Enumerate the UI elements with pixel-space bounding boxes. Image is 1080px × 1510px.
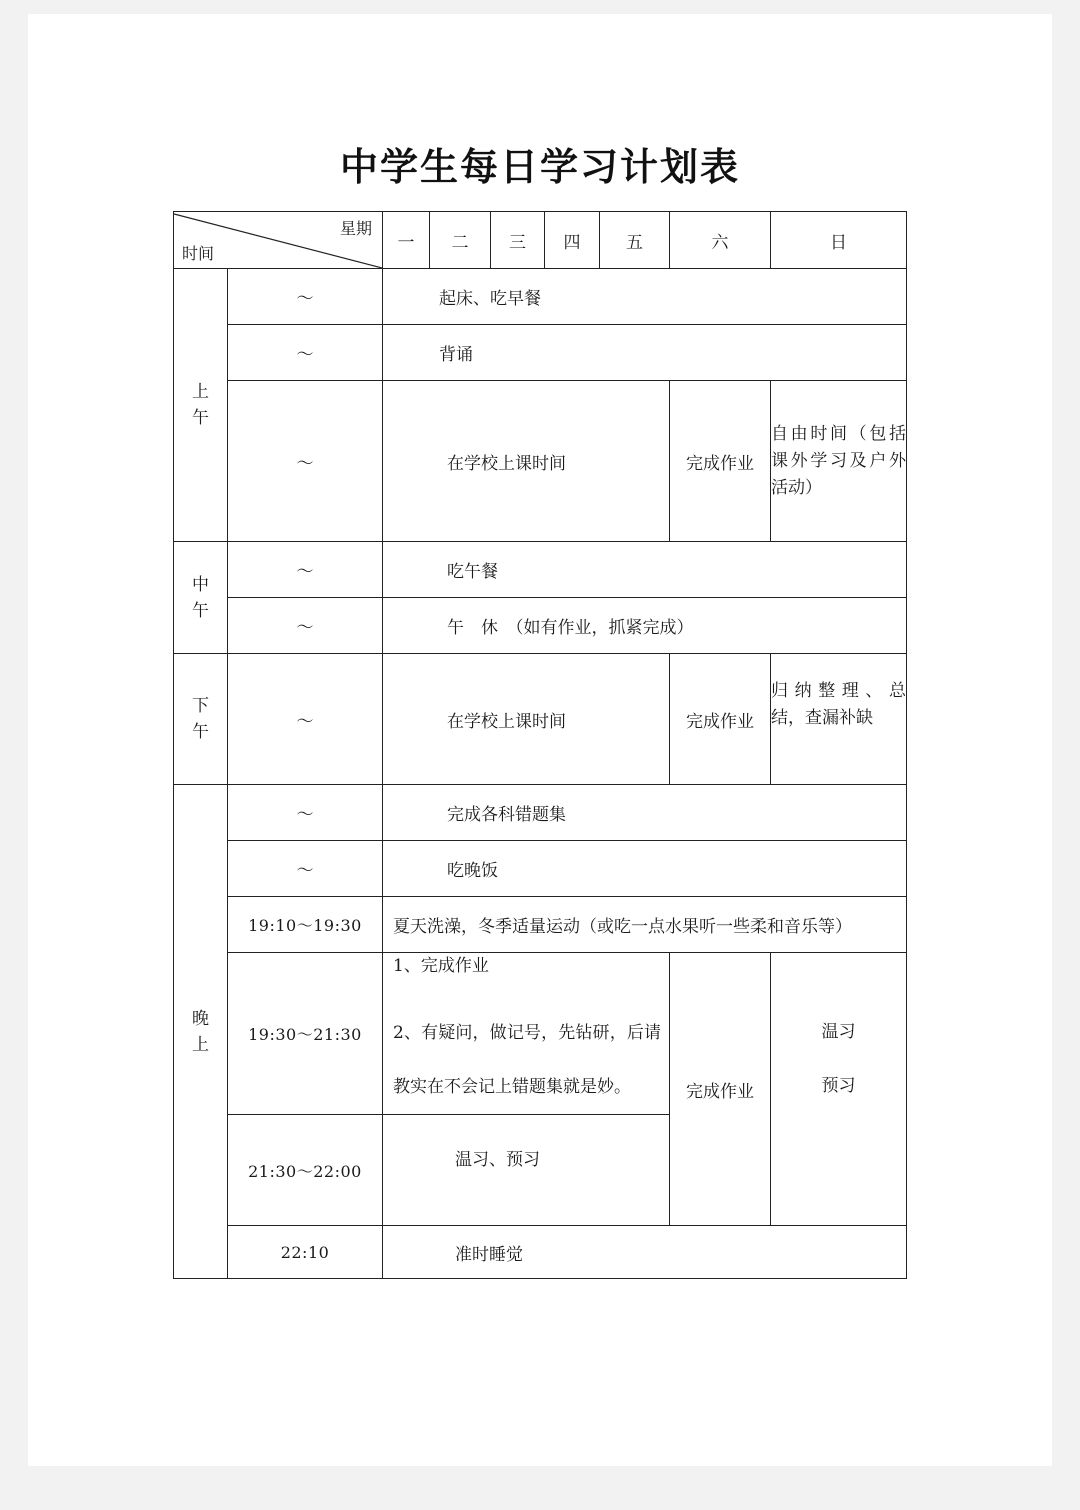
sunday-evening-cell — [771, 953, 907, 1226]
table-row — [174, 325, 907, 381]
table-row — [174, 654, 907, 785]
table-row — [174, 1226, 907, 1279]
table-row — [174, 269, 907, 325]
homework-line-2: 2、有疑问，做记号，先钻研，后请教实在不会记上错题集就是妙。 — [393, 1023, 661, 1097]
activity-cell: 准时睡觉 — [383, 1226, 907, 1279]
day-sun: 日 — [771, 212, 907, 269]
weekday-activity-cell: 在学校上课时间 — [383, 654, 670, 785]
table-row — [174, 841, 907, 897]
activity-cell: 夏天洗澡，冬季适量运动（或吃一点水果听一些柔和音乐等） — [383, 897, 907, 953]
activity-cell: 背诵 — [383, 325, 907, 381]
time-cell: ～ — [228, 381, 383, 542]
activity-cell: 完成各科错题集 — [383, 785, 907, 841]
sunday-review: 温习 — [821, 1022, 856, 1042]
day-thu: 四 — [545, 212, 600, 269]
time-cell: 19:30～21:30 — [228, 953, 383, 1115]
homework-activity-cell — [383, 953, 670, 1115]
time-cell: 22:10 — [228, 1226, 383, 1279]
time-cell: 21:30～22:00 — [228, 1115, 383, 1226]
header-row — [174, 212, 907, 269]
table-row — [174, 953, 907, 1115]
table-row — [174, 542, 907, 598]
sunday-activity-cell: 自由时间（包括课外学习及户外活动） — [771, 381, 907, 542]
period-evening: 晚 上 — [174, 785, 228, 1279]
weekday-activity-cell: 在学校上课时间 — [383, 381, 670, 542]
homework-line-1: 1、完成作业 — [393, 956, 489, 976]
table-row — [174, 381, 907, 542]
day-wed: 三 — [491, 212, 545, 269]
saturday-activity-cell: 完成作业 — [670, 381, 771, 542]
diagonal-header-cell — [174, 212, 383, 269]
table-row — [174, 598, 907, 654]
activity-cell: 吃晚饭 — [383, 841, 907, 897]
day-tue: 二 — [430, 212, 491, 269]
period-noon: 中 午 — [174, 542, 228, 654]
time-cell: ～ — [228, 841, 383, 897]
page-title: 中学生每日学习计划表 — [339, 145, 740, 189]
sunday-preview: 预习 — [821, 1076, 856, 1096]
table-row — [174, 785, 907, 841]
day-mon: 一 — [383, 212, 430, 269]
time-cell: 19:10～19:30 — [228, 897, 383, 953]
table-row — [174, 897, 907, 953]
time-cell: ～ — [228, 542, 383, 598]
study-plan-table — [173, 211, 907, 1279]
weekday-label: 星期 — [339, 219, 372, 238]
sunday-activity-cell: 归纳整理、总结，查漏补缺 — [771, 654, 907, 785]
period-afternoon: 下 午 — [174, 654, 228, 785]
saturday-evening-cell: 完成作业 — [670, 953, 771, 1226]
time-cell: ～ — [228, 598, 383, 654]
time-cell: ～ — [228, 654, 383, 785]
period-morning: 上 午 — [174, 269, 228, 542]
time-cell: ～ — [228, 325, 383, 381]
activity-cell: 起床、吃早餐 — [383, 269, 907, 325]
saturday-activity-cell: 完成作业 — [670, 654, 771, 785]
day-sat: 六 — [670, 212, 771, 269]
time-cell: ～ — [228, 785, 383, 841]
time-label: 时间 — [182, 244, 215, 263]
day-fri: 五 — [600, 212, 670, 269]
time-cell: ～ — [228, 269, 383, 325]
activity-cell: 吃午餐 — [383, 542, 907, 598]
activity-cell: 温习、预习 — [383, 1115, 670, 1226]
activity-cell: 午 休 （如有作业，抓紧完成） — [383, 598, 907, 654]
